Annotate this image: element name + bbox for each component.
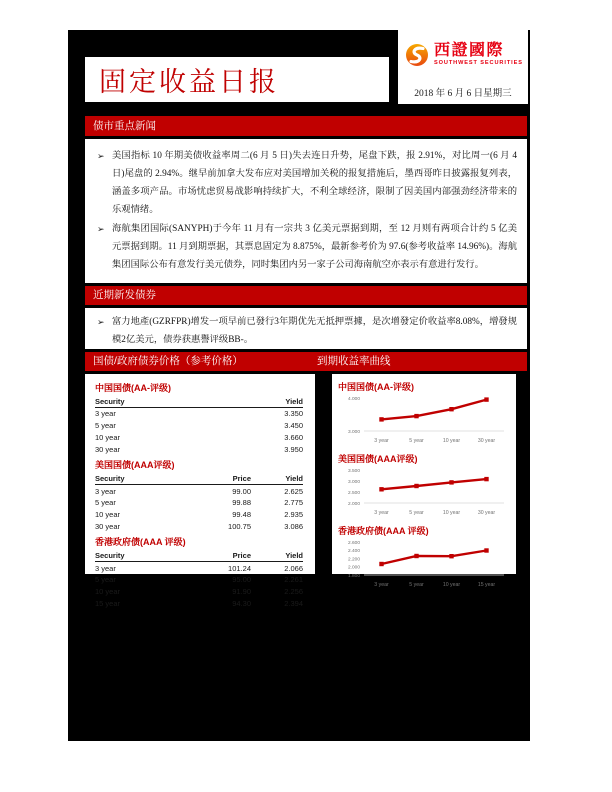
table-header: Price [199, 549, 251, 562]
table-cell: 2.256 [284, 587, 303, 597]
table-cell: 3.950 [284, 444, 303, 454]
table-cell: 94.30 [232, 598, 251, 608]
table-row [95, 509, 303, 521]
us-bond-table [95, 472, 303, 532]
table-cell: 5 year [95, 498, 116, 508]
svg-text:3.500: 3.500 [347, 468, 360, 474]
table-header: Yield [251, 395, 303, 408]
table-header: Yield [251, 549, 303, 562]
hk-chart-title: 香港政府债(AAA 评级) [338, 526, 429, 536]
table-row [95, 408, 303, 420]
bond-table [95, 549, 303, 609]
table-cell: 15 year [95, 598, 121, 608]
section-banner-news-label: 债市重点新闻 [93, 120, 156, 132]
us-chart-title: 美国国债(AAA评级) [338, 454, 418, 464]
table-row [95, 432, 303, 444]
svg-text:3.000: 3.000 [347, 479, 360, 485]
logo-name-cn: 西證國際 [434, 42, 505, 59]
news-section [85, 139, 527, 283]
table-cell: 3.350 [284, 409, 303, 419]
table-header: Security [95, 549, 199, 562]
table-cell: 2.775 [284, 498, 303, 508]
company-logo [398, 30, 528, 79]
hk-bond-table [95, 549, 303, 609]
table-row [95, 574, 303, 586]
line-chart-svg [338, 393, 510, 445]
svg-text:1.800: 1.800 [347, 573, 360, 579]
table-row [95, 562, 303, 574]
bond-price-tables [85, 374, 315, 608]
table-row [95, 420, 303, 432]
bullet-arrow-icon: ➢ [97, 151, 105, 161]
table-cell: 5 year [95, 421, 116, 431]
table-cell: 10 year [95, 587, 121, 597]
date-box [398, 79, 528, 104]
table-header: Security [95, 395, 251, 408]
svg-text:2.500: 2.500 [347, 490, 360, 496]
table-cell: 10 year [95, 510, 121, 520]
china-chart-block [338, 380, 510, 450]
table-cell: 2.625 [284, 486, 303, 496]
table-row [95, 443, 303, 455]
svg-text:10 year: 10 year [442, 582, 461, 588]
news-bullet-2-text: 海航集团国际(SANYPH)于今年 11 月有一宗共 3 亿美元票据到期，至 12 月则有两项合计约 5 亿美元票据到期。11 月到期票据，其票息固定为 8.875%，最新参考价为 97.6(参考收益率 14.96%)。海航集团国际公布有意发行美元债券，同时集团内另一家子公司海南航空亦表示有意进行发行。 [112, 224, 517, 270]
new-bonds-section [85, 308, 527, 349]
table-cell: 5 year [95, 575, 116, 585]
table-cell: 101.24 [228, 563, 251, 573]
section-banner-prices-and-curves [85, 352, 527, 371]
news-bullet-2 [95, 220, 517, 274]
table-row [95, 598, 303, 610]
table-cell: 3 year [95, 409, 116, 419]
table-row [95, 520, 303, 532]
report-date: 2018 年 6 月 6 日星期三 [414, 88, 512, 99]
svg-text:3 year: 3 year [374, 438, 389, 444]
table-cell: 2.394 [284, 598, 303, 608]
section-banner-prices-label: 国债/政府债券价格（参考价格） [93, 355, 243, 367]
china-yield-curve-chart [338, 393, 510, 450]
line-chart-svg [338, 537, 510, 589]
table-cell: 30 year [95, 521, 121, 531]
hk-chart-block [338, 524, 510, 594]
table-cell: 10 year [95, 432, 121, 442]
bond-table [95, 395, 303, 455]
table-header: Security [95, 472, 199, 485]
logo-name-en: SOUTHWEST SECURITIES [434, 60, 523, 66]
table-cell: 99.00 [232, 486, 251, 496]
table-cell: 3.660 [284, 432, 303, 442]
table-cell: 3.450 [284, 421, 303, 431]
china-table-title: 中国国债(AA-评级) [95, 383, 171, 393]
section-banner-new-bonds [85, 286, 527, 305]
table-header: Price [199, 472, 251, 485]
logo-swirl-icon [405, 43, 429, 67]
svg-text:2.000: 2.000 [347, 565, 360, 571]
table-cell: 99.48 [232, 510, 251, 520]
svg-text:3 year: 3 year [374, 510, 389, 516]
new-bonds-bullet-1 [95, 313, 517, 349]
line-chart-svg [338, 465, 510, 517]
table-cell: 2.935 [284, 510, 303, 520]
china-chart-title: 中国国债(AA-评级) [338, 382, 414, 392]
bullet-arrow-icon: ➢ [97, 224, 105, 234]
svg-text:10 year: 10 year [442, 510, 461, 516]
table-cell: 2.066 [284, 563, 303, 573]
new-bonds-bullet-1-text: 富力地產(GZRFPR)增发一项早前已發行3年期优先无抵押票據，是次增發定价收益率8.08%，增發规模2亿美元，债券获惠譽评级BB-。 [112, 317, 517, 345]
table-cell: 2.261 [284, 575, 303, 585]
table-header: Yield [251, 472, 303, 485]
page-title: 固定收益日报 [99, 67, 279, 97]
table-cell: 99.88 [232, 498, 251, 508]
svg-text:2.000: 2.000 [347, 501, 360, 507]
us-chart-block [338, 452, 510, 522]
svg-text:2.600: 2.600 [347, 540, 360, 546]
table-cell: 95.00 [232, 575, 251, 585]
svg-text:3.000: 3.000 [347, 429, 360, 435]
china-bond-table [95, 395, 303, 455]
table-cell: 3 year [95, 563, 116, 573]
section-banner-curves-label: 到期收益率曲线 [317, 355, 391, 367]
svg-text:30 year: 30 year [477, 438, 496, 444]
table-row [95, 586, 303, 598]
title-box [85, 57, 389, 102]
svg-text:15 year: 15 year [477, 582, 496, 588]
table-row [95, 485, 303, 497]
yield-curve-charts [332, 374, 516, 588]
table-row [95, 497, 303, 509]
table-cell: 91.90 [232, 587, 251, 597]
news-bullet-1-text: 美国指标 10 年期美债收益率周二(6 月 5 日)失去连日升势，尾盘下跌，报 2.91%，对比周一(6 月 4 日)尾盘的 2.94%。继早前加拿大发布应对美国增加关税的报复措施后，墨西哥昨日披露报复列表，涵盖多项产品。市场忧虑贸易战影响持续扩大，不利全球经济，限制了因美国内部强劲经济带来的乐观情绪。 [112, 151, 517, 215]
svg-text:3 year: 3 year [374, 582, 389, 588]
svg-text:5 year: 5 year [409, 510, 424, 516]
section-banner-news [85, 116, 527, 136]
svg-text:5 year: 5 year [409, 582, 424, 588]
news-bullet-1 [95, 147, 517, 219]
table-cell: 3.086 [284, 521, 303, 531]
bullet-arrow-icon: ➢ [97, 317, 105, 327]
us-yield-curve-chart [338, 465, 510, 522]
bond-table [95, 472, 303, 532]
hk-yield-curve-chart [338, 537, 510, 594]
svg-text:5 year: 5 year [409, 438, 424, 444]
section-banner-new-bonds-label: 近期新发债券 [93, 289, 156, 301]
svg-text:2.200: 2.200 [347, 557, 360, 563]
svg-text:4.000: 4.000 [347, 396, 360, 402]
svg-text:30 year: 30 year [477, 510, 496, 516]
us-table-title: 美国国债(AAA评级) [95, 460, 175, 471]
svg-text:10 year: 10 year [442, 438, 461, 444]
table-cell: 3 year [95, 486, 116, 496]
table-cell: 30 year [95, 444, 121, 454]
hk-table-title: 香港政府债(AAA 评级) [95, 537, 186, 548]
svg-text:2.400: 2.400 [347, 549, 360, 555]
table-cell: 100.75 [228, 521, 251, 531]
